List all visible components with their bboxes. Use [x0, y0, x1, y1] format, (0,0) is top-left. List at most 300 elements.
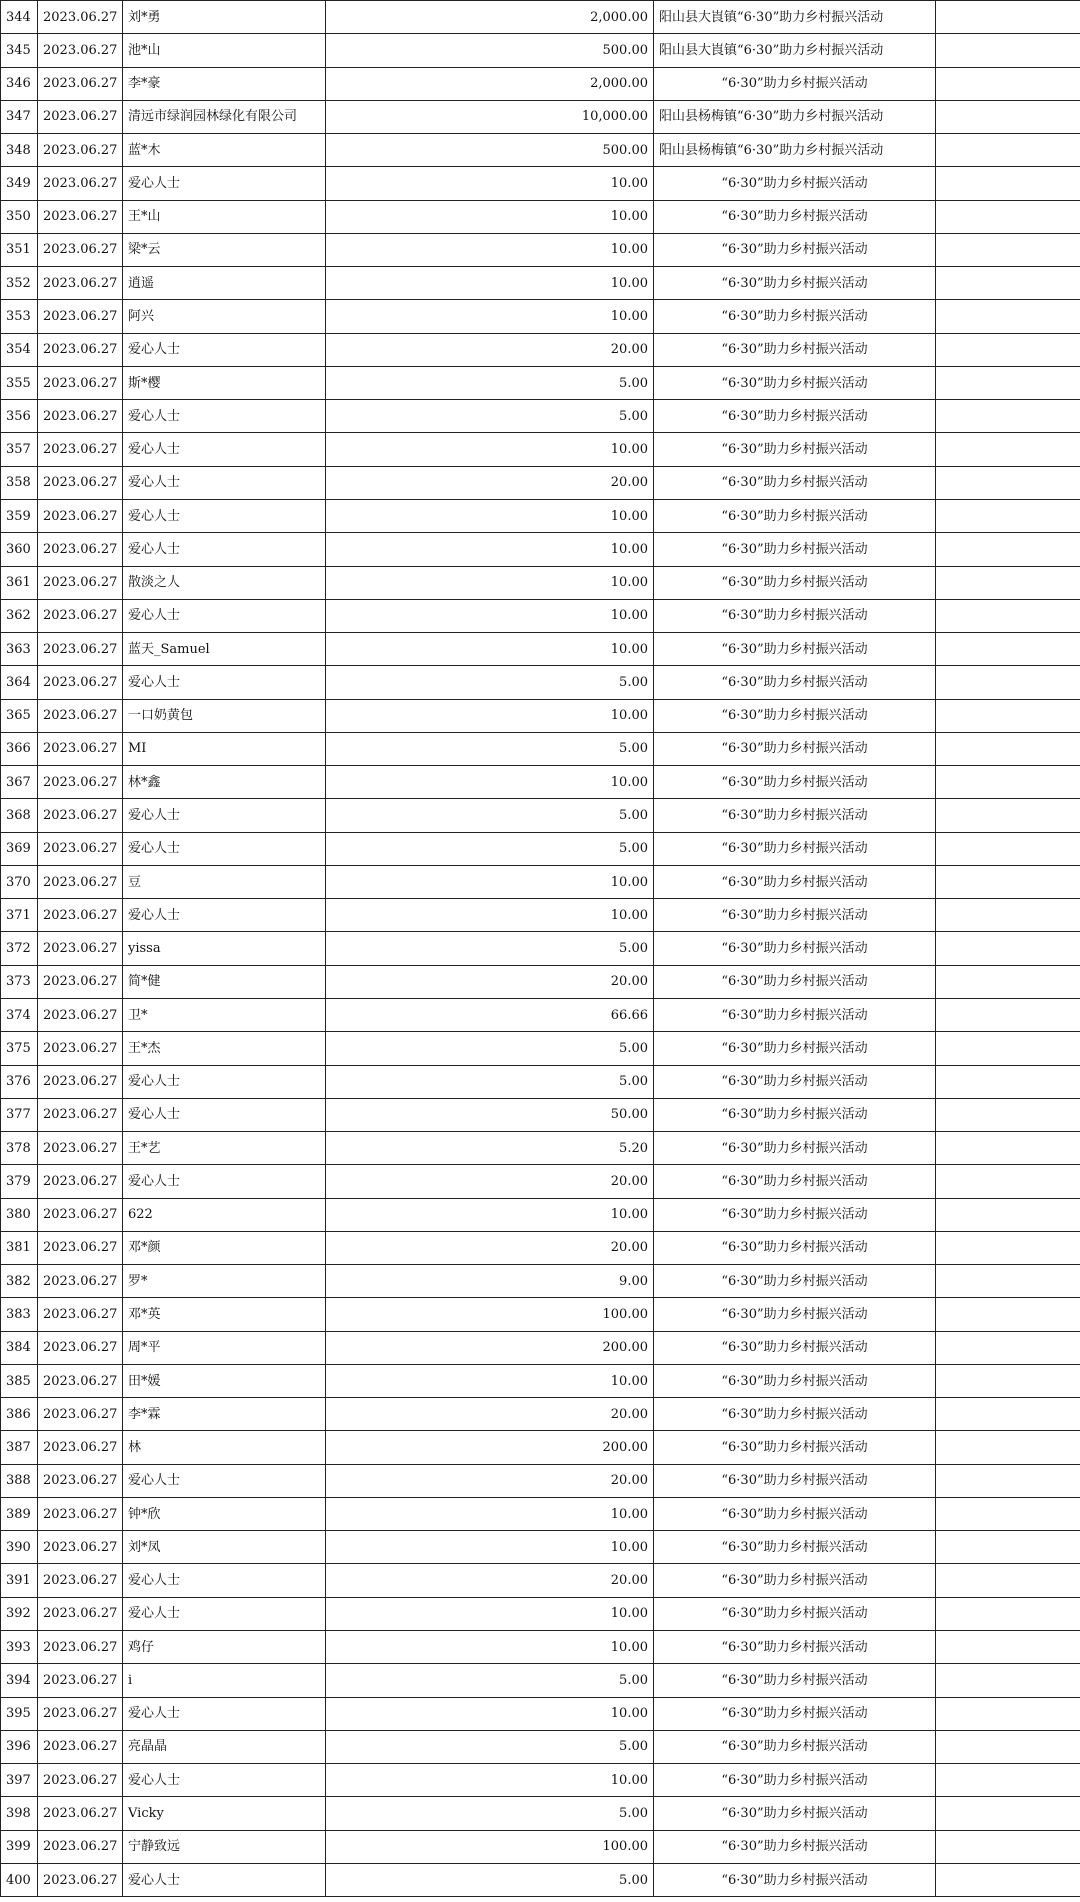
table-row: [1, 1697, 1080, 1730]
row-number-cell: 365: [1, 699, 38, 732]
donation-date-cell: 2023.06.27: [38, 1697, 123, 1730]
donation-purpose-cell: “6·30”助力乡村振兴活动: [654, 1364, 936, 1397]
donation-purpose-cell: “6·30”助力乡村振兴活动: [654, 1298, 936, 1331]
donor-name-cell: 刘*凤: [123, 1531, 326, 1564]
row-number-cell: 354: [1, 333, 38, 366]
donation-date-cell: 2023.06.27: [38, 167, 123, 200]
empty-cell: [936, 832, 1080, 865]
donor-name-cell: 爱心人士: [123, 1098, 326, 1131]
donor-name-cell: 爱心人士: [123, 400, 326, 433]
donation-date-cell: 2023.06.27: [38, 1265, 123, 1298]
row-number-cell: 369: [1, 832, 38, 865]
donation-date-cell: 2023.06.27: [38, 1, 123, 34]
donation-purpose-cell: “6·30”助力乡村振兴活动: [654, 1531, 936, 1564]
donation-purpose-cell: “6·30”助力乡村振兴活动: [654, 1464, 936, 1497]
donation-purpose-cell: “6·30”助力乡村振兴活动: [654, 1265, 936, 1298]
table-row: [1, 965, 1080, 998]
donation-purpose-cell: “6·30”助力乡村振兴活动: [654, 865, 936, 898]
table-row: [1, 1863, 1080, 1896]
row-number-cell: 366: [1, 732, 38, 765]
donor-name-cell: 爱心人士: [123, 599, 326, 632]
donation-amount-cell: 5.00: [326, 1797, 654, 1830]
donor-name-cell: 邓*颜: [123, 1231, 326, 1264]
donation-amount-cell: 10.00: [326, 599, 654, 632]
donation-purpose-cell: “6·30”助力乡村振兴活动: [654, 1231, 936, 1264]
donation-amount-cell: 100.00: [326, 1298, 654, 1331]
donation-amount-cell: 10.00: [326, 1597, 654, 1630]
donation-amount-cell: 5.00: [326, 1730, 654, 1763]
donation-date-cell: 2023.06.27: [38, 1065, 123, 1098]
donation-purpose-cell: “6·30”助力乡村振兴活动: [654, 1764, 936, 1797]
row-number-cell: 380: [1, 1198, 38, 1231]
donation-date-cell: 2023.06.27: [38, 1863, 123, 1896]
donation-amount-cell: 5.00: [326, 666, 654, 699]
donation-date-cell: 2023.06.27: [38, 1165, 123, 1198]
empty-cell: [936, 1331, 1080, 1364]
donation-amount-cell: 20.00: [326, 1398, 654, 1431]
donation-date-cell: 2023.06.27: [38, 766, 123, 799]
donation-purpose-cell: “6·30”助力乡村振兴活动: [654, 1198, 936, 1231]
donor-name-cell: 周*平: [123, 1331, 326, 1364]
donation-date-cell: 2023.06.27: [38, 300, 123, 333]
empty-cell: [936, 233, 1080, 266]
donation-purpose-cell: “6·30”助力乡村振兴活动: [654, 1564, 936, 1597]
donation-purpose-cell: “6·30”助力乡村振兴活动: [654, 1065, 936, 1098]
donation-amount-cell: 500.00: [326, 34, 654, 67]
row-number-cell: 350: [1, 200, 38, 233]
empty-cell: [936, 1431, 1080, 1464]
row-number-cell: 377: [1, 1098, 38, 1131]
row-number-cell: 395: [1, 1697, 38, 1730]
row-number-cell: 400: [1, 1863, 38, 1896]
donation-date-cell: 2023.06.27: [38, 799, 123, 832]
table-row: [1, 366, 1080, 399]
table-row: [1, 1464, 1080, 1497]
donation-amount-cell: 10.00: [326, 533, 654, 566]
empty-cell: [936, 766, 1080, 799]
row-number-cell: 385: [1, 1364, 38, 1397]
donor-name-cell: 爱心人士: [123, 1764, 326, 1797]
table-row: [1, 400, 1080, 433]
table-row: [1, 1664, 1080, 1697]
donation-date-cell: 2023.06.27: [38, 1830, 123, 1863]
donor-name-cell: 爱心人士: [123, 533, 326, 566]
donor-name-cell: 622: [123, 1198, 326, 1231]
ledger-body: [1, 1, 1080, 1897]
row-number-cell: 359: [1, 499, 38, 532]
table-row: [1, 200, 1080, 233]
row-number-cell: 357: [1, 433, 38, 466]
table-row: [1, 1265, 1080, 1298]
row-number-cell: 355: [1, 366, 38, 399]
row-number-cell: 373: [1, 965, 38, 998]
donor-name-cell: 蓝天_Samuel: [123, 633, 326, 666]
donation-purpose-cell: “6·30”助力乡村振兴活动: [654, 533, 936, 566]
donation-date-cell: 2023.06.27: [38, 732, 123, 765]
donation-date-cell: 2023.06.27: [38, 333, 123, 366]
donation-amount-cell: 20.00: [326, 1165, 654, 1198]
donation-amount-cell: 20.00: [326, 466, 654, 499]
donation-purpose-cell: “6·30”助力乡村振兴活动: [654, 732, 936, 765]
row-number-cell: 379: [1, 1165, 38, 1198]
empty-cell: [936, 998, 1080, 1031]
donation-date-cell: 2023.06.27: [38, 666, 123, 699]
empty-cell: [936, 267, 1080, 300]
donation-amount-cell: 2,000.00: [326, 67, 654, 100]
table-row: [1, 1531, 1080, 1564]
donation-purpose-cell: “6·30”助力乡村振兴活动: [654, 766, 936, 799]
table-row: [1, 134, 1080, 167]
donation-purpose-cell: “6·30”助力乡村振兴活动: [654, 899, 936, 932]
row-number-cell: 362: [1, 599, 38, 632]
empty-cell: [936, 633, 1080, 666]
row-number-cell: 356: [1, 400, 38, 433]
table-row: [1, 466, 1080, 499]
donation-date-cell: 2023.06.27: [38, 1298, 123, 1331]
row-number-cell: 393: [1, 1631, 38, 1664]
donation-amount-cell: 10.00: [326, 433, 654, 466]
donation-purpose-cell: “6·30”助力乡村振兴活动: [654, 1830, 936, 1863]
empty-cell: [936, 1165, 1080, 1198]
donor-name-cell: 爱心人士: [123, 832, 326, 865]
donation-date-cell: 2023.06.27: [38, 932, 123, 965]
row-number-cell: 399: [1, 1830, 38, 1863]
donation-amount-cell: 10.00: [326, 1697, 654, 1730]
row-number-cell: 388: [1, 1464, 38, 1497]
empty-cell: [936, 1098, 1080, 1131]
donor-name-cell: 李*霖: [123, 1398, 326, 1431]
donation-date-cell: 2023.06.27: [38, 1431, 123, 1464]
donor-name-cell: 李*豪: [123, 67, 326, 100]
empty-cell: [936, 533, 1080, 566]
donation-amount-cell: 5.20: [326, 1132, 654, 1165]
donation-date-cell: 2023.06.27: [38, 832, 123, 865]
donation-purpose-cell: “6·30”助力乡村振兴活动: [654, 67, 936, 100]
donation-purpose-cell: “6·30”助力乡村振兴活动: [654, 1697, 936, 1730]
empty-cell: [936, 699, 1080, 732]
table-row: [1, 899, 1080, 932]
donation-amount-cell: 10.00: [326, 899, 654, 932]
donation-amount-cell: 10.00: [326, 865, 654, 898]
empty-cell: [936, 1830, 1080, 1863]
table-row: [1, 832, 1080, 865]
donor-name-cell: 亮晶晶: [123, 1730, 326, 1763]
donation-purpose-cell: “6·30”助力乡村振兴活动: [654, 1431, 936, 1464]
table-row: [1, 998, 1080, 1031]
row-number-cell: 363: [1, 633, 38, 666]
donation-purpose-cell: “6·30”助力乡村振兴活动: [654, 366, 936, 399]
row-number-cell: 378: [1, 1132, 38, 1165]
row-number-cell: 344: [1, 1, 38, 34]
row-number-cell: 386: [1, 1398, 38, 1431]
table-row: [1, 433, 1080, 466]
donation-amount-cell: 5.00: [326, 932, 654, 965]
donor-name-cell: 林: [123, 1431, 326, 1464]
donation-amount-cell: 10.00: [326, 499, 654, 532]
table-row: [1, 699, 1080, 732]
donation-purpose-cell: “6·30”助力乡村振兴活动: [654, 1863, 936, 1896]
donation-date-cell: 2023.06.27: [38, 366, 123, 399]
empty-cell: [936, 1497, 1080, 1530]
donation-amount-cell: 5.00: [326, 799, 654, 832]
donation-purpose-cell: “6·30”助力乡村振兴活动: [654, 267, 936, 300]
donation-amount-cell: 10.00: [326, 1631, 654, 1664]
table-row: [1, 233, 1080, 266]
donation-date-cell: 2023.06.27: [38, 1464, 123, 1497]
empty-cell: [936, 1364, 1080, 1397]
table-row: [1, 1764, 1080, 1797]
row-number-cell: 351: [1, 233, 38, 266]
donor-name-cell: 爱心人士: [123, 1697, 326, 1730]
donor-name-cell: 王*山: [123, 200, 326, 233]
table-row: [1, 799, 1080, 832]
empty-cell: [936, 899, 1080, 932]
donor-name-cell: 豆: [123, 865, 326, 898]
empty-cell: [936, 1564, 1080, 1597]
donation-amount-cell: 200.00: [326, 1331, 654, 1364]
donor-name-cell: 爱心人士: [123, 1863, 326, 1896]
empty-cell: [936, 400, 1080, 433]
donor-name-cell: 爱心人士: [123, 333, 326, 366]
row-number-cell: 345: [1, 34, 38, 67]
donation-purpose-cell: “6·30”助力乡村振兴活动: [654, 1597, 936, 1630]
empty-cell: [936, 100, 1080, 133]
donation-amount-cell: 50.00: [326, 1098, 654, 1131]
donation-date-cell: 2023.06.27: [38, 566, 123, 599]
donor-name-cell: yissa: [123, 932, 326, 965]
donation-purpose-cell: 阳山县大崀镇“6·30”助力乡村振兴活动: [654, 1, 936, 34]
empty-cell: [936, 1764, 1080, 1797]
row-number-cell: 394: [1, 1664, 38, 1697]
donation-purpose-cell: 阳山县杨梅镇“6·30”助力乡村振兴活动: [654, 134, 936, 167]
donor-name-cell: 斯*樱: [123, 366, 326, 399]
donation-amount-cell: 5.00: [326, 400, 654, 433]
donation-purpose-cell: “6·30”助力乡村振兴活动: [654, 832, 936, 865]
empty-cell: [936, 1065, 1080, 1098]
table-row: [1, 932, 1080, 965]
row-number-cell: 361: [1, 566, 38, 599]
donation-amount-cell: 20.00: [326, 1231, 654, 1264]
donation-date-cell: 2023.06.27: [38, 899, 123, 932]
empty-cell: [936, 1664, 1080, 1697]
empty-cell: [936, 865, 1080, 898]
empty-cell: [936, 1265, 1080, 1298]
donation-amount-cell: 10.00: [326, 267, 654, 300]
donation-date-cell: 2023.06.27: [38, 1331, 123, 1364]
donation-amount-cell: 10.00: [326, 1497, 654, 1530]
donation-purpose-cell: “6·30”助力乡村振兴活动: [654, 499, 936, 532]
table-row: [1, 1, 1080, 34]
donation-date-cell: 2023.06.27: [38, 267, 123, 300]
empty-cell: [936, 599, 1080, 632]
empty-cell: [936, 34, 1080, 67]
empty-cell: [936, 1, 1080, 34]
empty-cell: [936, 1398, 1080, 1431]
donor-name-cell: 爱心人士: [123, 666, 326, 699]
donation-date-cell: 2023.06.27: [38, 865, 123, 898]
table-row: [1, 732, 1080, 765]
donor-name-cell: Vicky: [123, 1797, 326, 1830]
empty-cell: [936, 333, 1080, 366]
donor-name-cell: MI: [123, 732, 326, 765]
donation-date-cell: 2023.06.27: [38, 1631, 123, 1664]
table-row: [1, 1132, 1080, 1165]
donation-date-cell: 2023.06.27: [38, 1497, 123, 1530]
empty-cell: [936, 200, 1080, 233]
row-number-cell: 352: [1, 267, 38, 300]
donation-purpose-cell: “6·30”助力乡村振兴活动: [654, 799, 936, 832]
table-row: [1, 1231, 1080, 1264]
donation-purpose-cell: “6·30”助力乡村振兴活动: [654, 167, 936, 200]
row-number-cell: 392: [1, 1597, 38, 1630]
row-number-cell: 358: [1, 466, 38, 499]
donor-name-cell: 清远市绿润园林绿化有限公司: [123, 100, 326, 133]
donor-name-cell: 刘*勇: [123, 1, 326, 34]
table-row: [1, 499, 1080, 532]
row-number-cell: 346: [1, 67, 38, 100]
empty-cell: [936, 67, 1080, 100]
donation-purpose-cell: “6·30”助力乡村振兴活动: [654, 1132, 936, 1165]
donation-purpose-cell: “6·30”助力乡村振兴活动: [654, 699, 936, 732]
donation-purpose-cell: “6·30”助力乡村振兴活动: [654, 200, 936, 233]
donation-purpose-cell: “6·30”助力乡村振兴活动: [654, 932, 936, 965]
row-number-cell: 360: [1, 533, 38, 566]
donation-date-cell: 2023.06.27: [38, 1231, 123, 1264]
empty-cell: [936, 1464, 1080, 1497]
row-number-cell: 389: [1, 1497, 38, 1530]
donation-amount-cell: 10.00: [326, 300, 654, 333]
table-row: [1, 1830, 1080, 1863]
donation-amount-cell: 10.00: [326, 1364, 654, 1397]
table-row: [1, 333, 1080, 366]
table-row: [1, 1497, 1080, 1530]
empty-cell: [936, 566, 1080, 599]
donor-name-cell: 宁静致远: [123, 1830, 326, 1863]
donor-name-cell: 王*艺: [123, 1132, 326, 1165]
donation-purpose-cell: “6·30”助力乡村振兴活动: [654, 1664, 936, 1697]
row-number-cell: 391: [1, 1564, 38, 1597]
row-number-cell: 396: [1, 1730, 38, 1763]
table-row: [1, 1398, 1080, 1431]
empty-cell: [936, 1298, 1080, 1331]
table-row: [1, 1730, 1080, 1763]
empty-cell: [936, 965, 1080, 998]
donation-purpose-cell: “6·30”助力乡村振兴活动: [654, 1497, 936, 1530]
donor-name-cell: 梁*云: [123, 233, 326, 266]
empty-cell: [936, 499, 1080, 532]
donor-name-cell: i: [123, 1664, 326, 1697]
donation-date-cell: 2023.06.27: [38, 1364, 123, 1397]
donation-purpose-cell: “6·30”助力乡村振兴活动: [654, 666, 936, 699]
donation-purpose-cell: “6·30”助力乡村振兴活动: [654, 333, 936, 366]
donation-date-cell: 2023.06.27: [38, 1797, 123, 1830]
donation-purpose-cell: “6·30”助力乡村振兴活动: [654, 1398, 936, 1431]
donor-name-cell: 池*山: [123, 34, 326, 67]
table-row: [1, 1098, 1080, 1131]
table-row: [1, 100, 1080, 133]
table-row: [1, 666, 1080, 699]
donor-name-cell: 一口奶黄包: [123, 699, 326, 732]
table-row: [1, 1298, 1080, 1331]
table-row: [1, 1198, 1080, 1231]
row-number-cell: 353: [1, 300, 38, 333]
donor-name-cell: 爱心人士: [123, 167, 326, 200]
table-row: [1, 566, 1080, 599]
donor-name-cell: 逍遥: [123, 267, 326, 300]
empty-cell: [936, 1730, 1080, 1763]
empty-cell: [936, 1697, 1080, 1730]
row-number-cell: 398: [1, 1797, 38, 1830]
donation-amount-cell: 5.00: [326, 1032, 654, 1065]
donation-date-cell: 2023.06.27: [38, 1531, 123, 1564]
table-row: [1, 1797, 1080, 1830]
empty-cell: [936, 1597, 1080, 1630]
donation-purpose-cell: “6·30”助力乡村振兴活动: [654, 1331, 936, 1364]
donation-amount-cell: 9.00: [326, 1265, 654, 1298]
donation-purpose-cell: “6·30”助力乡村振兴活动: [654, 433, 936, 466]
empty-cell: [936, 1863, 1080, 1896]
donation-amount-cell: 5.00: [326, 832, 654, 865]
empty-cell: [936, 433, 1080, 466]
donation-date-cell: 2023.06.27: [38, 699, 123, 732]
donor-name-cell: 爱心人士: [123, 799, 326, 832]
donor-name-cell: 爱心人士: [123, 1597, 326, 1630]
row-number-cell: 371: [1, 899, 38, 932]
donation-date-cell: 2023.06.27: [38, 100, 123, 133]
donation-amount-cell: 10.00: [326, 633, 654, 666]
donation-purpose-cell: “6·30”助力乡村振兴活动: [654, 998, 936, 1031]
row-number-cell: 390: [1, 1531, 38, 1564]
donation-amount-cell: 5.00: [326, 1863, 654, 1896]
empty-cell: [936, 799, 1080, 832]
donation-purpose-cell: “6·30”助力乡村振兴活动: [654, 233, 936, 266]
empty-cell: [936, 666, 1080, 699]
donation-date-cell: 2023.06.27: [38, 1664, 123, 1697]
empty-cell: [936, 1797, 1080, 1830]
donation-purpose-cell: “6·30”助力乡村振兴活动: [654, 1797, 936, 1830]
donation-date-cell: 2023.06.27: [38, 1198, 123, 1231]
table-row: [1, 67, 1080, 100]
empty-cell: [936, 134, 1080, 167]
table-row: [1, 1331, 1080, 1364]
donation-amount-cell: 5.00: [326, 1065, 654, 1098]
table-row: [1, 1364, 1080, 1397]
donation-date-cell: 2023.06.27: [38, 633, 123, 666]
donation-purpose-cell: “6·30”助力乡村振兴活动: [654, 965, 936, 998]
donation-date-cell: 2023.06.27: [38, 233, 123, 266]
donor-name-cell: 卫*: [123, 998, 326, 1031]
donation-purpose-cell: “6·30”助力乡村振兴活动: [654, 566, 936, 599]
donation-amount-cell: 100.00: [326, 1830, 654, 1863]
empty-cell: [936, 1631, 1080, 1664]
donor-name-cell: 爱心人士: [123, 466, 326, 499]
donor-name-cell: 蓝*木: [123, 134, 326, 167]
table-row: [1, 766, 1080, 799]
donation-date-cell: 2023.06.27: [38, 965, 123, 998]
row-number-cell: 370: [1, 865, 38, 898]
donation-date-cell: 2023.06.27: [38, 200, 123, 233]
donation-date-cell: 2023.06.27: [38, 998, 123, 1031]
table-row: [1, 1597, 1080, 1630]
donor-name-cell: 散淡之人: [123, 566, 326, 599]
donation-date-cell: 2023.06.27: [38, 400, 123, 433]
row-number-cell: 381: [1, 1231, 38, 1264]
donation-purpose-cell: “6·30”助力乡村振兴活动: [654, 1165, 936, 1198]
donation-amount-cell: 10.00: [326, 167, 654, 200]
donation-purpose-cell: “6·30”助力乡村振兴活动: [654, 1098, 936, 1131]
table-row: [1, 167, 1080, 200]
donation-date-cell: 2023.06.27: [38, 34, 123, 67]
